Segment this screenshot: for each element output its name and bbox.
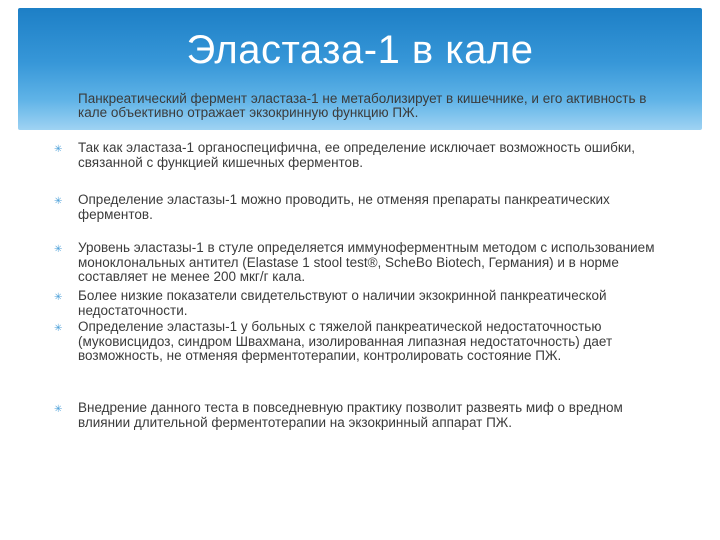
intro-text: Панкреатический фермент эластаза-1 не метаболизирует в кишечнике, и его активность в кале объективно отражает экзокринную функцию ПЖ. [78, 91, 647, 120]
asterisk-bullet-icon: ✳ [54, 292, 63, 303]
bullet-item: Более низкие показатели свидетельствуют о наличии экзокринной панкреатической недостаточности. [78, 288, 607, 318]
bullet-item: Внедрение данного теста в повседневную практику позволит развеять миф о вредном влиянии длительной ферментотерапии на экзокринный аппарат ПЖ. [78, 400, 623, 430]
asterisk-bullet-icon: ✳ [54, 196, 63, 207]
bullet-item: Определение эластазы-1 можно проводить, не отменяя препараты панкреатических ферментов. [78, 192, 610, 222]
bullet-item: Уровень эластазы-1 в стуле определяется иммуноферментным методом с использованием моноклональных антител (Elastase 1 stool test®, ScheBo Biotech, Германия) и в норме составляет не менее 200 мкг/г кала. [78, 240, 655, 284]
asterisk-bullet-icon: ✳ [54, 404, 63, 415]
asterisk-bullet-icon: ✳ [54, 323, 63, 334]
bullet-item: Определение эластазы-1 у больных с тяжелой панкреатической недостаточностью (муковисцидоз, синдром Швахмана, изолированная липазная недостаточность) дает возможность, не отменяя ферментотерапии, контролировать состояние ПЖ. [78, 319, 613, 363]
asterisk-bullet-icon: ✳ [54, 144, 63, 155]
asterisk-bullet-icon: ✳ [54, 244, 63, 255]
slide-title: Эластаза-1 в кале [186, 28, 534, 72]
bullet-item: Так как эластаза-1 органоспецифична, ее определение исключает возможность ошибки, связанной с функцией кишечных ферментов. [78, 140, 636, 170]
